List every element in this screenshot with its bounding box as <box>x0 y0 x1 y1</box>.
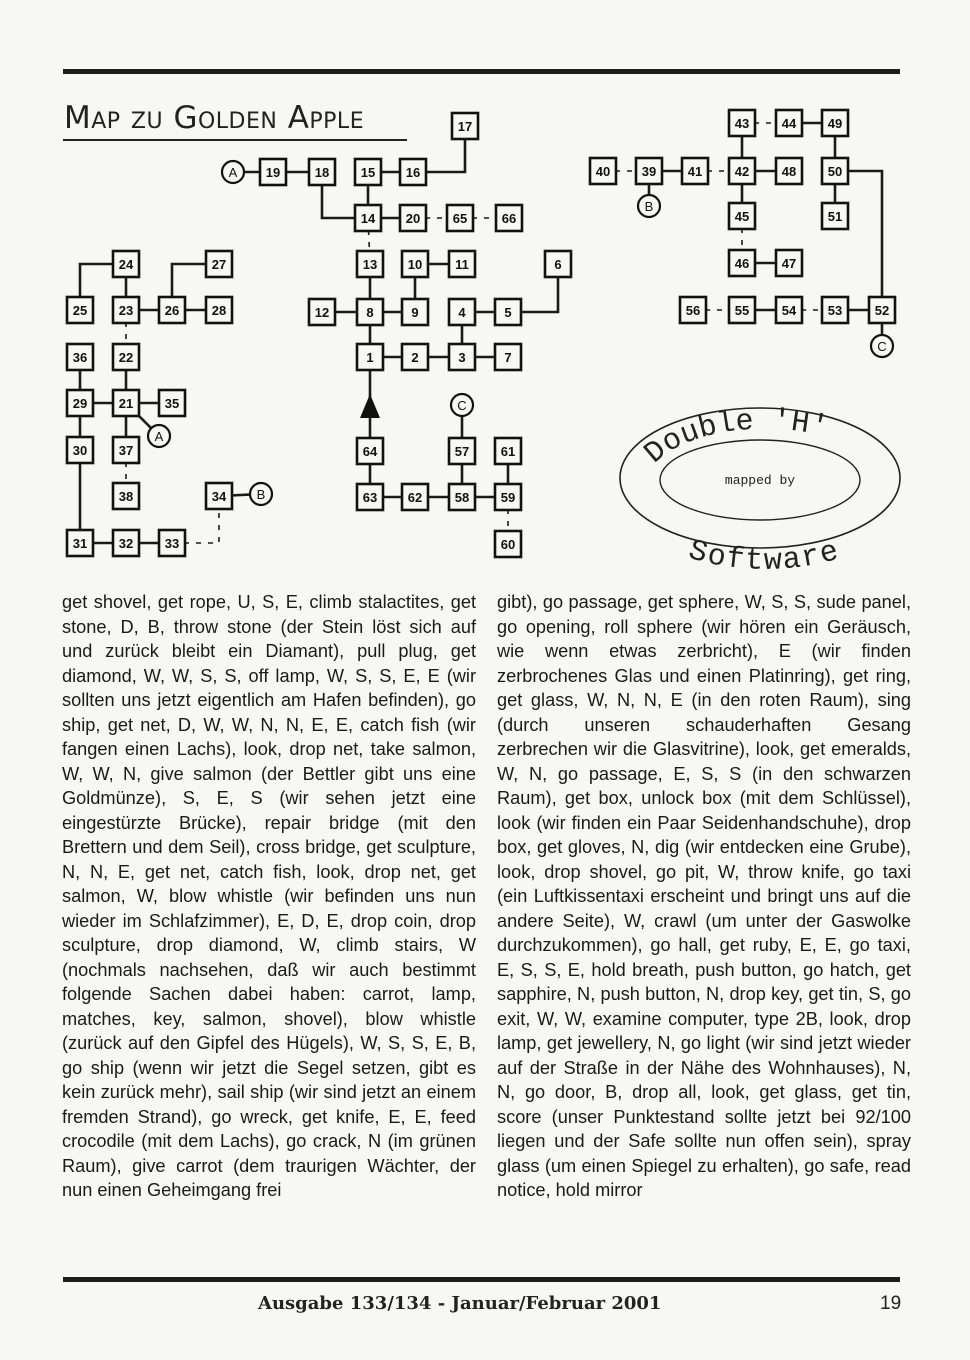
room-14 <box>355 205 381 231</box>
room-48 <box>776 158 802 184</box>
room-18 <box>309 159 335 185</box>
room-30 <box>67 437 93 463</box>
marker-label: A <box>154 429 164 444</box>
room-60 <box>495 531 521 557</box>
room-5 <box>495 299 521 325</box>
link-marker-c <box>451 394 473 416</box>
room-9 <box>402 299 428 325</box>
room-number: 53 <box>827 303 843 318</box>
room-19 <box>260 159 286 185</box>
room-number: 4 <box>458 305 466 320</box>
room-64 <box>357 438 383 464</box>
room-7 <box>495 344 521 370</box>
double-h-software-logo <box>620 405 900 579</box>
room-number: 1 <box>366 350 374 365</box>
room-38 <box>113 483 139 509</box>
room-number: 44 <box>781 116 797 131</box>
room-11 <box>449 251 475 277</box>
room-number: 27 <box>211 257 227 272</box>
room-number: 34 <box>211 489 227 504</box>
link-marker-b <box>250 483 272 505</box>
room-63 <box>357 484 383 510</box>
room-number: 49 <box>827 116 843 131</box>
page-title: Map zu Golden Apple <box>64 100 365 136</box>
room-number: 18 <box>314 165 330 180</box>
room-40 <box>590 158 616 184</box>
room-number: 24 <box>118 257 134 272</box>
room-number: 40 <box>595 164 611 179</box>
room-number: 50 <box>827 164 843 179</box>
room-8 <box>357 299 383 325</box>
room-32 <box>113 530 139 556</box>
room-29 <box>67 390 93 416</box>
link-marker-b <box>638 195 660 217</box>
room-17 <box>452 113 478 139</box>
room-number: 19 <box>265 165 281 180</box>
room-number: 20 <box>405 211 421 226</box>
room-42 <box>729 158 755 184</box>
room-number: 35 <box>164 396 180 411</box>
logo-top-text: Double 'H' <box>638 404 832 472</box>
room-56 <box>680 297 706 323</box>
room-number: 52 <box>874 303 890 318</box>
room-23 <box>113 297 139 323</box>
room-12 <box>309 299 335 325</box>
room-53 <box>822 297 848 323</box>
room-6 <box>545 251 571 277</box>
map-rooms <box>67 110 895 557</box>
room-number: 11 <box>455 257 469 272</box>
room-13 <box>357 251 383 277</box>
room-1 <box>357 344 383 370</box>
direction-arrow-icon <box>360 394 380 418</box>
room-number: 37 <box>118 443 134 458</box>
link-marker-c <box>871 335 893 357</box>
room-number: 56 <box>685 303 701 318</box>
room-46 <box>729 250 755 276</box>
room-number: 3 <box>458 350 466 365</box>
room-number: 12 <box>314 305 330 320</box>
room-51 <box>822 203 848 229</box>
room-22 <box>113 344 139 370</box>
marker-label: B <box>644 199 654 214</box>
room-number: 65 <box>452 211 468 226</box>
room-number: 9 <box>411 305 419 320</box>
room-44 <box>776 110 802 136</box>
room-20 <box>400 205 426 231</box>
room-24 <box>113 251 139 277</box>
room-65 <box>447 205 473 231</box>
room-number: 6 <box>554 257 562 272</box>
room-number: 45 <box>734 209 750 224</box>
room-57 <box>449 438 475 464</box>
room-54 <box>776 297 802 323</box>
link-marker-a <box>222 161 244 183</box>
room-62 <box>402 484 428 510</box>
room-number: 61 <box>500 444 516 459</box>
room-47 <box>776 250 802 276</box>
link-marker-a <box>148 425 170 447</box>
room-37 <box>113 437 139 463</box>
marker-label: C <box>457 398 467 413</box>
room-52 <box>869 297 895 323</box>
walkthrough-left-column <box>62 590 476 1203</box>
room-number: 7 <box>504 350 512 365</box>
room-number: 46 <box>734 256 750 271</box>
room-number: 57 <box>454 444 470 459</box>
room-10 <box>402 251 428 277</box>
room-number: 55 <box>734 303 750 318</box>
room-number: 15 <box>360 165 376 180</box>
room-36 <box>67 344 93 370</box>
logo-bottom-text: Software <box>684 534 843 579</box>
room-number: 39 <box>641 164 657 179</box>
room-number: 5 <box>504 305 512 320</box>
room-number: 59 <box>500 490 516 505</box>
room-39 <box>636 158 662 184</box>
marker-label: B <box>256 487 266 502</box>
walkthrough-text-right: gibt), go passage, get sphere, W, S, S, sude panel, go opening, roll sphere (wir hören ein Geräusch, wie wenn etwas zerbricht), E (wir finden zerbrochenes Glas und einen Platinring), get ring, get glass, W, N, N, E (in den roten Raum), sing (durch unseren schauderhaften Gesang zerbrechen wir die Glasvitrine), look, get emeralds, W, N, go passage, E, S, S (in den schwarzen Raum), get box, unlock box (mit dem Schlüssel), look (wir finden ein Paar Seidenhandschuhe), drop box, get gloves, N, dig (wir entdecken eine Grube), look, drop shovel, go pit, W, throw knife, go taxi (ein Luftkissentaxi erscheint und bringt uns auf die andere Seite), W, crawl (um unter der Gaswolke durchzukommen), go hall, get ruby, E, E, go taxi, E, S, S, E, hold breath, push button, go hatch, get sapphire, N, push button, N, drop key, get tin, S, go exit, W, W, examine computer, type 2B, look, drop lamp, get jewellery, N, go light (wir sind jetzt wieder auf der Straße in der Nähe des Wohnhauses), N, N, go door, B, drop all, look, get glass, get tin, score (unser Punktestand sollte jetzt bei 92/100 liegen und der Safe sollte nun offen sein), spray glass (um einen Spiegel zu erhalten), go safe, read notice, hold mirror <box>497 592 911 1200</box>
room-number: 23 <box>118 303 134 318</box>
adventure-map <box>0 0 970 580</box>
room-number: 51 <box>827 209 843 224</box>
room-33 <box>159 530 185 556</box>
room-66 <box>496 205 522 231</box>
room-58 <box>449 484 475 510</box>
marker-label: C <box>877 339 887 354</box>
room-number: 14 <box>360 211 376 226</box>
room-45 <box>729 203 755 229</box>
bottom-rule <box>63 1277 900 1282</box>
room-26 <box>159 297 185 323</box>
room-number: 48 <box>781 164 797 179</box>
walkthrough-right-column <box>497 590 911 1203</box>
room-number: 17 <box>457 119 473 134</box>
room-number: 10 <box>407 257 423 272</box>
room-number: 42 <box>734 164 750 179</box>
room-number: 2 <box>411 350 419 365</box>
room-number: 8 <box>366 305 374 320</box>
room-number: 60 <box>500 537 516 552</box>
room-number: 63 <box>362 490 378 505</box>
room-number: 47 <box>781 256 797 271</box>
room-number: 66 <box>501 211 517 226</box>
room-number: 28 <box>211 303 227 318</box>
room-61 <box>495 438 521 464</box>
room-55 <box>729 297 755 323</box>
room-number: 21 <box>118 396 134 411</box>
room-number: 58 <box>454 490 470 505</box>
room-31 <box>67 530 93 556</box>
room-number: 25 <box>72 303 88 318</box>
room-number: 31 <box>72 536 88 551</box>
room-35 <box>159 390 185 416</box>
room-49 <box>822 110 848 136</box>
room-number: 32 <box>118 536 134 551</box>
room-number: 43 <box>734 116 750 131</box>
room-34 <box>206 483 232 509</box>
room-28 <box>206 297 232 323</box>
marker-label: A <box>228 165 238 180</box>
room-number: 62 <box>407 490 423 505</box>
room-50 <box>822 158 848 184</box>
room-number: 13 <box>362 257 378 272</box>
room-number: 26 <box>164 303 180 318</box>
room-number: 29 <box>72 396 88 411</box>
room-59 <box>495 484 521 510</box>
room-2 <box>402 344 428 370</box>
logo-center-text: mapped by <box>724 473 796 488</box>
room-number: 64 <box>362 444 378 459</box>
room-43 <box>729 110 755 136</box>
room-number: 16 <box>405 165 421 180</box>
room-41 <box>682 158 708 184</box>
room-number: 54 <box>781 303 797 318</box>
connection-50-52 <box>835 171 882 310</box>
page-number: 19 <box>880 1293 902 1314</box>
room-4 <box>449 299 475 325</box>
room-16 <box>400 159 426 185</box>
room-21 <box>113 390 139 416</box>
room-25 <box>67 297 93 323</box>
room-3 <box>449 344 475 370</box>
room-15 <box>355 159 381 185</box>
room-number: 30 <box>72 443 88 458</box>
footer-issue: Ausgabe 133/134 - Januar/Februar 2001 <box>258 1293 662 1314</box>
room-number: 22 <box>118 350 134 365</box>
room-number: 38 <box>118 489 134 504</box>
walkthrough-text-left: get shovel, get rope, U, S, E, climb stalactites, get stone, D, B, throw stone (der Stein löst sich auf und zurück bleibt ein Diamant), pull plug, get diamond, W, W, S, S, off lamp, W, S, S, E, E (wir sollten uns jetzt eigentlich am Hafen befinden), go ship, get net, D, W, W, N, N, E, E, catch fish (wir fangen einen Lachs), look, drop net, take salmon, W, W, N, give salmon (der Bettler gibt uns eine Goldmünze), S, E, S (wir sehen jetzt eine eingestürzte Brücke), repair bridge (mit den Brettern und dem Seil), cross bridge, get sculpture, N, N, E, get net, catch fish, look, drop net, get salmon, W, blow whistle (wir befinden uns nun wieder im Schlafzimmer), E, D, E, drop coin, drop sculpture, drop diamond, W, climb stairs, W (nochmals nachsehen, daß wir auch bestimmt folgende Sachen dabei haben: carrot, lamp, matches, key, salmon, shovel), blow whistle (zurück auf den Gipfel des Hügels), W, S, S, E, B, go ship (wenn wir jetzt die Segel setzen, gibt es kein zurück mehr), sail ship (wir sind jetzt an einem fremden Strand), go wreck, get knife, E, E, feed crocodile (mit dem Lachs), go crack, N (im grünen Raum), give carrot (dem traurigen Wächter, der nun einen Geheimgang frei <box>62 592 476 1200</box>
room-27 <box>206 251 232 277</box>
room-number: 41 <box>687 164 703 179</box>
room-number: 36 <box>72 350 88 365</box>
room-number: 33 <box>164 536 180 551</box>
